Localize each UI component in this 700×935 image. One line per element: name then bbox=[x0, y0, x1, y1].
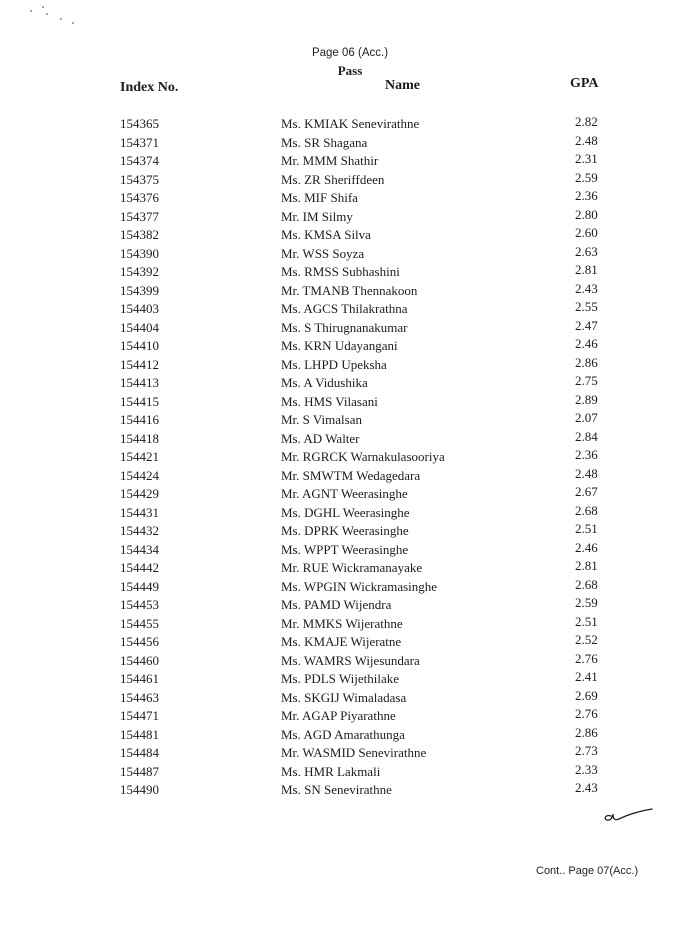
column-header-gpa: GPA bbox=[570, 76, 599, 91]
results-table bbox=[0, 115, 700, 800]
index-cell: 154429 bbox=[120, 486, 159, 501]
gpa-cell: 2.81 bbox=[575, 558, 598, 573]
index-cell: 154399 bbox=[120, 282, 159, 298]
index-cell: 154392 bbox=[120, 264, 159, 279]
index-cell: 154410 bbox=[120, 338, 159, 353]
table-row bbox=[0, 781, 700, 800]
name-cell: Ms. HMR Lakmali bbox=[281, 763, 381, 779]
gpa-cell: 2.69 bbox=[575, 687, 598, 703]
name-cell: Ms. DGHL Weerasinghe bbox=[281, 504, 410, 520]
name-cell: Ms. A Vidushika bbox=[281, 375, 368, 390]
name-cell: Ms. KRN Udayangani bbox=[281, 338, 398, 353]
index-cell: 154374 bbox=[120, 153, 159, 168]
index-cell: 154481 bbox=[120, 726, 159, 742]
column-header-name: Name bbox=[385, 78, 420, 93]
gpa-cell: 2.63 bbox=[575, 243, 598, 259]
continuation-note: Cont.. Page 07(Acc.) bbox=[536, 865, 639, 877]
index-cell: 154390 bbox=[120, 245, 159, 261]
index-cell: 154375 bbox=[120, 171, 159, 187]
gpa-cell: 2.31 bbox=[575, 151, 598, 166]
gpa-cell: 2.68 bbox=[575, 576, 598, 592]
name-cell: Ms. SN Senevirathne bbox=[281, 782, 392, 797]
index-cell: 154456 bbox=[120, 634, 159, 649]
index-cell: 154453 bbox=[120, 597, 159, 612]
section-title: Pass bbox=[337, 63, 363, 78]
index-cell: 154413 bbox=[120, 375, 159, 390]
gpa-cell: 2.75 bbox=[575, 373, 598, 388]
gpa-cell: 2.47 bbox=[575, 317, 598, 333]
name-cell: Ms. AD Walter bbox=[281, 430, 360, 446]
gpa-cell: 2.60 bbox=[575, 225, 598, 240]
name-cell: Mr. S Vimalsan bbox=[281, 412, 362, 427]
gpa-cell: 2.46 bbox=[575, 539, 598, 555]
name-cell: Mr. WSS Soyza bbox=[281, 245, 365, 261]
gpa-cell: 2.51 bbox=[575, 613, 598, 629]
name-cell: Mr. MMM Shathir bbox=[281, 153, 379, 168]
name-cell: Ms. KMSA Silva bbox=[281, 227, 371, 242]
page-label: Page 06 (Acc.) bbox=[311, 47, 389, 59]
gpa-cell: 2.33 bbox=[575, 761, 598, 777]
gpa-cell: 2.89 bbox=[575, 391, 598, 407]
index-cell: 154471 bbox=[120, 708, 159, 723]
name-cell: Ms. S Thirugnanakumar bbox=[281, 319, 408, 335]
name-cell: Mr. IM Silmy bbox=[281, 208, 353, 224]
index-cell: 154377 bbox=[120, 208, 159, 224]
gpa-cell: 2.07 bbox=[575, 410, 598, 425]
name-cell: Ms. WPGIN Wickramasinghe bbox=[281, 578, 438, 594]
gpa-cell: 2.81 bbox=[575, 262, 598, 277]
index-cell: 154421 bbox=[120, 449, 159, 464]
gpa-cell: 2.36 bbox=[575, 188, 598, 203]
gpa-cell: 2.67 bbox=[575, 484, 598, 499]
gpa-cell: 2.46 bbox=[575, 336, 598, 351]
name-cell: Ms. AGD Amarathunga bbox=[281, 726, 405, 742]
index-cell: 154463 bbox=[120, 689, 159, 705]
index-cell: 154449 bbox=[120, 578, 159, 594]
name-cell: Ms. KMIAK Senevirathne bbox=[281, 116, 420, 131]
gpa-cell: 2.52 bbox=[575, 632, 598, 647]
name-cell: Ms. WPPT Weerasinghe bbox=[281, 541, 409, 557]
index-cell: 154455 bbox=[120, 615, 159, 631]
name-cell: Ms. SR Shagana bbox=[281, 134, 368, 150]
name-cell: Mr. AGAP Piyarathne bbox=[281, 708, 396, 723]
index-cell: 154382 bbox=[120, 227, 159, 242]
index-cell: 154442 bbox=[120, 560, 159, 575]
index-cell: 154431 bbox=[120, 504, 159, 520]
name-cell: Ms. PAMD Wijendra bbox=[281, 597, 392, 612]
gpa-cell: 2.68 bbox=[575, 502, 598, 518]
name-cell: Ms. HMS Vilasani bbox=[281, 393, 378, 409]
index-cell: 154371 bbox=[120, 134, 159, 150]
gpa-cell: 2.84 bbox=[575, 428, 598, 444]
name-cell: Mr. MMKS Wijerathne bbox=[281, 615, 403, 631]
name-cell: Mr. RGRCK Warnakulasooriya bbox=[281, 449, 445, 464]
index-cell: 154461 bbox=[120, 671, 159, 686]
gpa-cell: 2.76 bbox=[575, 706, 598, 721]
gpa-cell: 2.80 bbox=[575, 206, 598, 222]
index-cell: 154404 bbox=[120, 319, 159, 335]
name-cell: Ms. MIF Shifa bbox=[281, 190, 358, 205]
index-cell: 154490 bbox=[120, 782, 159, 797]
gpa-cell: 2.43 bbox=[575, 780, 598, 795]
name-cell: Mr. WASMID Senevirathne bbox=[281, 745, 427, 760]
name-cell: Ms. PDLS Wijethilake bbox=[281, 671, 400, 686]
gpa-cell: 2.59 bbox=[575, 595, 598, 610]
index-cell: 154365 bbox=[120, 116, 159, 131]
gpa-cell: 2.43 bbox=[575, 280, 598, 296]
column-header-index: Index No. bbox=[120, 80, 179, 95]
index-cell: 154418 bbox=[120, 430, 159, 446]
index-cell: 154432 bbox=[120, 523, 159, 538]
gpa-cell: 2.59 bbox=[575, 169, 598, 185]
name-cell: Ms. ZR Sheriffdeen bbox=[281, 171, 385, 187]
gpa-cell: 2.48 bbox=[575, 465, 598, 481]
index-cell: 154412 bbox=[120, 356, 159, 372]
name-cell: Mr. TMANB Thennakoon bbox=[281, 282, 418, 298]
gpa-cell: 2.41 bbox=[575, 669, 598, 684]
name-cell: Ms. WAMRS Wijesundara bbox=[281, 652, 420, 668]
name-cell: Mr. RUE Wickramanayake bbox=[281, 560, 423, 575]
gpa-cell: 2.51 bbox=[575, 521, 598, 536]
name-cell: Ms. KMAJE Wijeratne bbox=[281, 634, 402, 649]
index-cell: 154487 bbox=[120, 763, 159, 779]
name-cell: Ms. LHPD Upeksha bbox=[281, 356, 387, 372]
index-cell: 154376 bbox=[120, 190, 159, 205]
name-cell: Ms. DPRK Weerasinghe bbox=[281, 523, 409, 538]
name-cell: Ms. RMSS Subhashini bbox=[281, 264, 400, 279]
gpa-cell: 2.36 bbox=[575, 447, 598, 462]
gpa-cell: 2.55 bbox=[575, 299, 598, 314]
index-cell: 154484 bbox=[120, 745, 159, 760]
index-cell: 154434 bbox=[120, 541, 159, 557]
signature-mark bbox=[602, 804, 654, 824]
gpa-cell: 2.86 bbox=[575, 724, 598, 740]
name-cell: Ms. AGCS Thilakrathna bbox=[281, 301, 408, 316]
name-cell: Mr. AGNT Weerasinghe bbox=[281, 486, 408, 501]
gpa-cell: 2.82 bbox=[575, 114, 598, 129]
name-cell: Mr. SMWTM Wedagedara bbox=[281, 467, 421, 483]
gpa-cell: 2.73 bbox=[575, 743, 598, 758]
index-cell: 154416 bbox=[120, 412, 159, 427]
gpa-cell: 2.76 bbox=[575, 650, 598, 666]
index-cell: 154415 bbox=[120, 393, 159, 409]
gpa-cell: 2.86 bbox=[575, 354, 598, 370]
index-cell: 154403 bbox=[120, 301, 159, 316]
index-cell: 154424 bbox=[120, 467, 159, 483]
gpa-cell: 2.48 bbox=[575, 132, 598, 148]
name-cell: Ms. SKGIJ Wimaladasa bbox=[281, 689, 407, 705]
index-cell: 154460 bbox=[120, 652, 159, 668]
